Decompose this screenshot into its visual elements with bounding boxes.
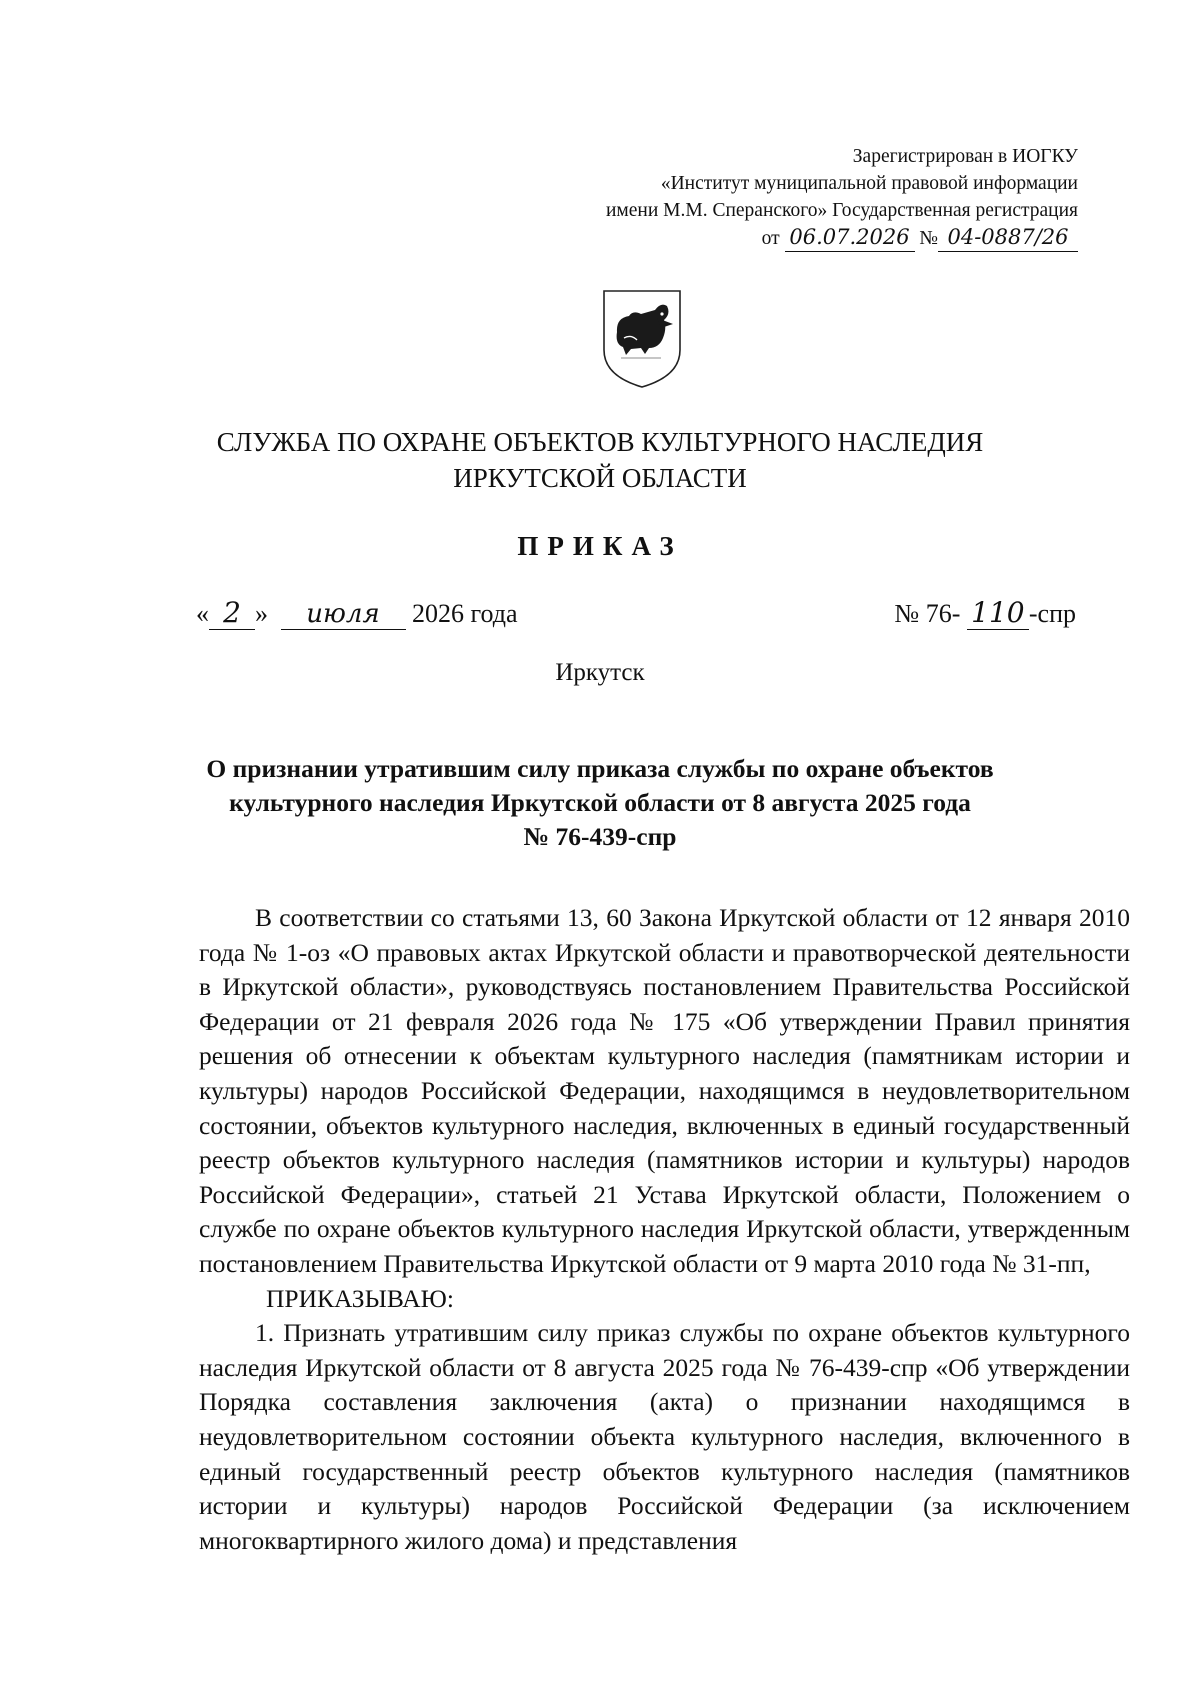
item-1-paragraph: 1. Признать утратившим силу приказ службы по охране объектов культурного наследия Иркутской области от 8 августа 2025 года № 76-439-спр «Об утверждении Порядка составления заключения (акта) о признании находящимся в неудовлетворительном состоянии объекта культурного наследия, включенного в единый государственный реестр объектов культурного наследия (памятников истории и культуры) народов Российской Федерации (за исключением многоквартирного жилого дома) и представления bbox=[199, 1318, 1130, 1555]
order-title: ПРИКАЗ bbox=[517, 531, 683, 561]
coat-of-arms-icon bbox=[601, 288, 683, 390]
registration-stamp bbox=[606, 143, 1078, 252]
registration-line-3: имени М.М. Сперанского» Государственная регистрация bbox=[605, 200, 1078, 221]
registration-number: 04-0887/26 bbox=[938, 224, 1078, 252]
order-number bbox=[894, 596, 1076, 630]
decree-word: ПРИКАЗЫВАЮ: bbox=[266, 1283, 454, 1313]
order-number-prefix: № 76- bbox=[894, 599, 961, 628]
date-open-quote: « bbox=[196, 599, 209, 628]
registration-date: 06.07.2026 bbox=[785, 224, 915, 252]
order-date bbox=[196, 596, 518, 630]
subject-line-3: № 76-439-спр bbox=[523, 822, 677, 851]
date-close-quote: » bbox=[255, 599, 268, 628]
registration-line-1: Зарегистрирован в ИОГКУ bbox=[852, 146, 1078, 167]
agency-line-1: СЛУЖБА ПО ОХРАНЕ ОБЪЕКТОВ КУЛЬТУРНОГО НАСЛЕДИЯ bbox=[216, 427, 984, 457]
order-year: 2026 года bbox=[412, 599, 518, 628]
subject-line-2: культурного наследия Иркутской области от 8 августа 2025 года bbox=[229, 788, 971, 817]
registration-line-4 bbox=[606, 224, 1078, 252]
document-body bbox=[199, 901, 1130, 1558]
subject-line-1: О признании утратившим силу приказа службы по охране объектов bbox=[206, 754, 994, 783]
agency-line-2: ИРКУТСКОЙ ОБЛАСТИ bbox=[453, 463, 747, 493]
order-number-value: 110 bbox=[967, 596, 1029, 630]
registration-line-2: «Институт муниципальной правовой информации bbox=[660, 173, 1078, 194]
city: Иркутск bbox=[555, 659, 645, 686]
registration-from-label: от bbox=[761, 228, 780, 249]
order-day: 2 bbox=[209, 596, 255, 630]
order-subject bbox=[0, 752, 1200, 854]
order-number-suffix: -спр bbox=[1028, 599, 1076, 628]
agency-name bbox=[0, 424, 1200, 496]
registration-number-label: № bbox=[919, 228, 938, 249]
preamble-paragraph: В соответствии со статьями 13, 60 Закона Иркутской области от 12 января 2010 года № 1-оз «О правовых актах Иркутской области и правотворческой деятельности в Иркутской области», руководствуясь постановлением Правительства Российской Федерации от 21 февраля 2026 года № 175 «Об утверждении Правил принятия решения об отнесении к объектам культурного наследия (памятникам истории и культуры) народов Российской Федерации, находящимся в неудовлетворительном состоянии, объектов культурного наследия, включенных в единый государственный реестр объектов культурного наследия (памятников истории и культуры) народов Российской Федерации», статьей 21 Устава Иркутской области, Положением о службе по охране объектов культурного наследия Иркутской области, утвержденным постановлением Правительства Иркутской области от 9 марта 2010 года № 31-пп, bbox=[199, 903, 1130, 1278]
order-month: июля bbox=[281, 599, 406, 630]
